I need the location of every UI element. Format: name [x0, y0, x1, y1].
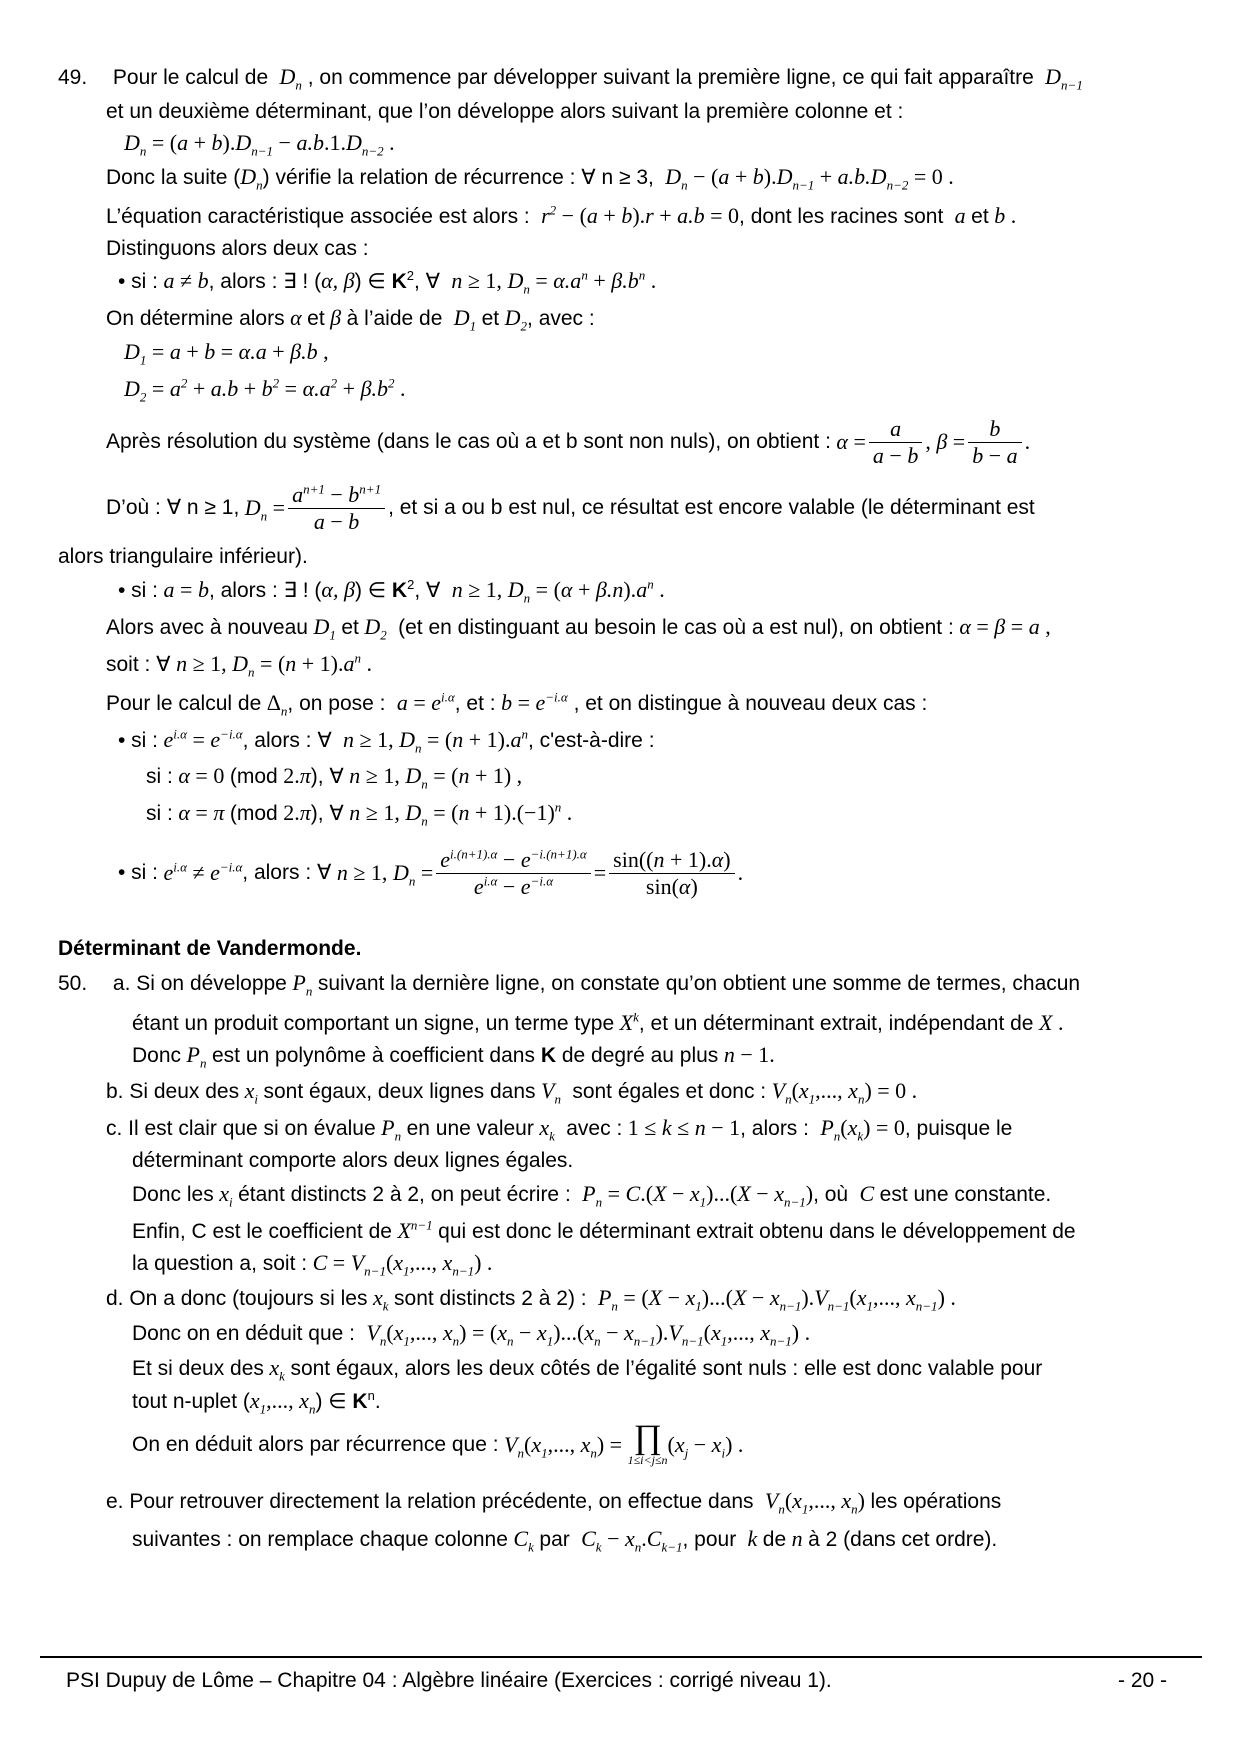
ex50-line-e1: e. Pour retrouver directement la relation précédente, on effectue dans $V_n(x_1$,..., $x_n$) les opérations — [106, 1488, 1002, 1517]
ex50-line-d1: d. On a donc (toujours si les $x_k$ sont distincts 2 à 2) : $P_n = (X - x_1)...(X - x_{n-1}).V_{n-1}(x_1$,..., $x_{n-1}$) . — [106, 1285, 956, 1314]
ex49-case-1: • si : a ≠ b, alors : ∃ ! (α, β) ∈ $K^2$, ∀ n ≥ 1, $D_n = \alpha.a^n + \beta.b^n$ . — [118, 267, 657, 297]
ex50-line-d2: Donc on en déduit que : $V_n(x_1$,..., $x_n) = (x_n - x_1)...(x_n - x_{n-1}).V_{n-1}(x_1$,..., $x_{n-1}$) . — [132, 1320, 811, 1349]
footer-title: PSI Dupuy de Lôme – Chapitre 04 : Algèbre linéaire (Exercices : corrigé niveau 1). — [66, 1669, 832, 1692]
ex50-line-c4: Enfin, C est le coefficient de $X^{n-1}$ qui est donc le déterminant extrait obtenu dans le développement de — [132, 1217, 1076, 1243]
ex50-line-c2: déterminant comporte alors deux lignes égales. — [132, 1149, 574, 1172]
ex50-line-a2: étant un produit comportant un signe, un terme type $X^k$, et un déterminant extrait, indépendant de X . — [132, 1009, 1064, 1035]
ex49-line-12: D’où : ∀ n ≥ 1, $D_n$ = $\frac{a^{n+1} - b^{n+1}}{a - b}$ , et si a ou b est nul, ce résultat est encore valable (le déterminant est — [106, 481, 1035, 534]
ex49-case-2: • si : a = b, alors : ∃ ! (α, β) ∈ $K^2$, ∀ n ≥ 1, $D_n = (\alpha + \beta.n).a^n$ . — [118, 576, 665, 606]
ex49-line-16: soit : ∀ n ≥ 1, $D_n = (n + 1).a^n$ . — [106, 650, 372, 680]
ex50-line-c3: Donc les $x_i$ étant distincts 2 à 2, on peut écrire : $P_n = C.(X - x_1)...(X - x_{n-1})$, où C est une constante. — [132, 1181, 1052, 1210]
ex50-line-a3: Donc $P_n$ est un polynôme à coefficient dans K de degré au plus n − 1. — [132, 1042, 775, 1071]
ex49-line-6: Distinguons alors deux cas : — [106, 237, 369, 260]
ex49-case-3: • si : $e^{i.\alpha} = e^{-i.\alpha}$, alors : ∀ n ≥ 1, $D_n = (n + 1).a^n$, c'est-à-dire : — [118, 726, 655, 756]
ex50-line-d3: Et si deux des $x_k$ sont égaux, alors les deux côtés de l’égalité sont nuls : elle est donc valable pour — [132, 1355, 1043, 1384]
ex50-line-c5: la question a, soit : $C = V_{n-1}(x_1$,..., $x_{n-1}$) . — [132, 1250, 493, 1279]
ex49-number: 49. — [58, 66, 88, 89]
ex49-line-5: L’équation caractéristique associée est alors : $r^2 - (a + b).r + a.b = 0$, dont les racines sont a et b . — [106, 202, 1017, 228]
ex50-line-b: b. Si deux des $x_i$ sont égaux, deux lignes dans $V_n$ sont égales et donc : $V_n(x_1$,..., $x_n) = 0$ . — [106, 1078, 918, 1107]
ex50-line-d4: tout n-uplet ($x_1$,..., $x_n$) ∈ $K^n$. — [132, 1388, 381, 1417]
ex49-line-1: 49. Pour le calcul de $D_n$ , on commence par développer suivant la première ligne, ce qui fait apparaître $D_{n-1}$ — [58, 64, 1083, 93]
vandermonde-heading: Déterminant de Vandermonde. — [58, 937, 362, 960]
ex49-formula-d2: $D_2 = a^2 + a.b + b^2 = \alpha.a^2 + \beta.b^2$ . — [124, 375, 406, 405]
ex49-case-3b: si : α = π (mod 2.π), ∀ n ≥ 1, $D_n = (n + 1).(-1)^n$ . — [146, 799, 573, 829]
ex49-line-15: Alors avec à nouveau $D_1$ et $D_2$ (et en distinguant au besoin le cas où a est nul), on obtient : α = β = a , — [106, 614, 1051, 643]
product-symbol: ∏ 1≤i<j≤n — [627, 1419, 668, 1467]
ex50-line-e2: suivantes : on remplace chaque colonne $C_k$ par $C_k - x_n.C_{k-1}$, pour k de n à 2 (dans cet ordre). — [132, 1526, 998, 1555]
ex50-number: 50. — [58, 972, 88, 995]
ex49-case-4: • si : $e^{i.\alpha} \ne e^{-i.\alpha}$ , alors : ∀ n ≥ 1, $D_n$ = $\frac{e^{i.(n+1).\alpha} - e^{-i.(n+1).\alpha}}{e^{i.\alpha} - e^{-i.\alpha}}$ = $\frac{\sin((n + 1).\alpha)}{\sin(\alpha)}$ . — [118, 846, 744, 899]
ex50-line-a1: 50. a. Si on développe $P_n$ suivant la dernière ligne, on constate qu’on obtient une somme de termes, chacun — [58, 970, 1081, 999]
ex49-line-8: On détermine alors α et β à l’aide de $D_1$ et $D_2$, avec : — [106, 305, 595, 334]
page-number: - 20 - — [1118, 1669, 1168, 1692]
ex49-line-11: Après résolution du système (dans le cas où a et b sont non nuls), on obtient : α = $\frac{a}{a - b}$ , β = $\frac{b}{b - a}$ . — [106, 415, 1031, 468]
ex49-formula-dn: $D_n = (a + b).D_{n-1} - a.b.1.D_{n-2}$ . — [124, 130, 395, 159]
ex49-line-17: Pour le calcul de $\Delta_n$, on pose : $a = e^{i.\alpha}$, et : $b = e^{-i.\alpha}$ , et on distingue à nouveau deux cas : — [106, 689, 928, 719]
ex49-case-3a: si : α = 0 (mod 2.π), ∀ n ≥ 1, $D_n = (n + 1)$ , — [146, 763, 523, 792]
ex49-line-13: alors triangulaire inférieur). — [58, 545, 308, 568]
ex49-formula-d1: $D_1 = a + b = \alpha.a + \beta.b$ , — [124, 339, 329, 368]
ex49-line-4: Donc la suite $(D_n)$ vérifie la relation de récurrence : ∀ n ≥ 3, $D_n - (a + b).D_{n-1} + a.b.D_{n-2} = 0$ . — [106, 164, 954, 193]
ex50-line-d5: On en déduit alors par récurrence que : $V_n(x_1$,..., $x_n$) = ∏ 1≤i<j≤n $(x_j - x_i)$ . — [132, 1419, 744, 1467]
ex50-line-c1: c. Il est clair que si on évalue $P_n$ en une valeur $x_k$ avec : 1 ≤ k ≤ n − 1, alors : $P_n(x_k) = 0$, puisque le — [106, 1115, 1013, 1144]
footer-rule — [40, 1656, 1202, 1658]
ex49-line-2: et un deuxième déterminant, que l’on développe alors suivant la première colonne et : — [106, 100, 904, 123]
